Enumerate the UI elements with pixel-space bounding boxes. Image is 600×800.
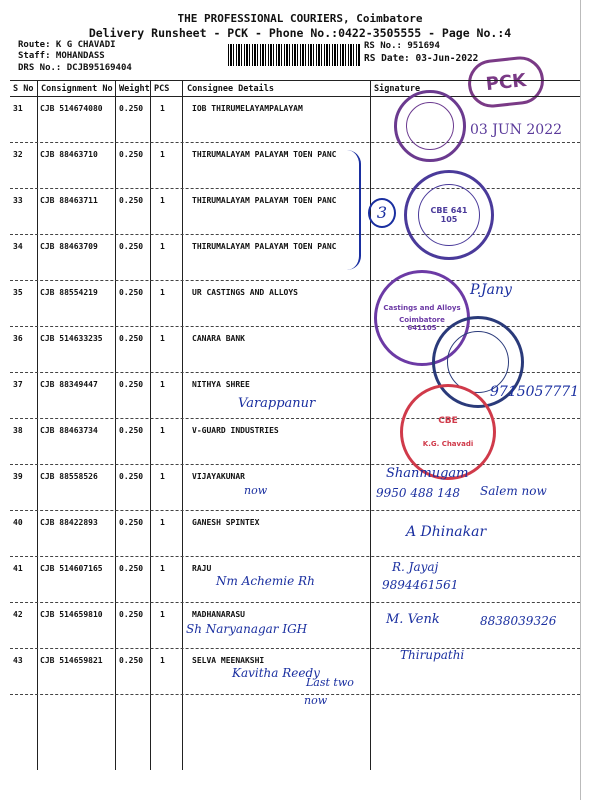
row-pcs: 1: [160, 656, 165, 665]
col-signature: Signature: [374, 84, 421, 94]
row-pcs: 1: [160, 150, 165, 159]
row-consignee: THIRUMALAYAM PALAYAM TOEN PANC: [192, 242, 337, 251]
staff-label: Staff: MOHANDASS: [18, 51, 105, 61]
vguard-stamp-center: CBE: [438, 416, 458, 426]
row42-phone-note: 8838039326: [480, 614, 557, 628]
row-sno: 38: [13, 426, 23, 435]
col-sno: S No: [13, 84, 34, 94]
row-separator: [10, 694, 580, 695]
row-pcs: 1: [160, 334, 165, 343]
brace-mark: [345, 150, 361, 270]
row-consignment: CJB 88463711: [40, 196, 98, 205]
col-divider: [37, 80, 38, 770]
row-sno: 37: [13, 380, 23, 389]
row-consignee: SELVA MEENAKSHI: [192, 656, 265, 665]
col-divider: [150, 80, 151, 770]
col-consignment: Consignment No: [41, 84, 113, 94]
col-divider: [370, 80, 371, 770]
row-consignee: MADHANARASU: [192, 610, 245, 619]
row-sno: 35: [13, 288, 23, 297]
row-pcs: 1: [160, 564, 165, 573]
barcode: [228, 44, 360, 66]
row43-name-note: Kavitha Reedy: [232, 666, 320, 680]
row-sno: 39: [13, 472, 23, 481]
row-weight: 0.250: [119, 196, 144, 205]
row-weight: 0.250: [119, 150, 144, 159]
row43-signature: Thirupathi: [400, 648, 465, 662]
row41-phone-note: 9894461561: [382, 578, 459, 592]
col-weight: Weight: [119, 84, 150, 94]
row-consignment: CJB 88422893: [40, 518, 98, 527]
row39-now-note: now: [244, 484, 268, 497]
row-sno: 31: [13, 104, 23, 113]
row-pcs: 1: [160, 242, 165, 251]
row-sno: 36: [13, 334, 23, 343]
row-sno: 33: [13, 196, 23, 205]
rs-date: RS Date: 03-Jun-2022: [364, 53, 479, 64]
row-consignee: THIRUMALAYAM PALAYAM TOEN PANC: [192, 150, 337, 159]
date-stamp-text: 03 JUN 2022: [470, 122, 563, 138]
header-bottom-line: [10, 96, 580, 97]
row-consignee: UR CASTINGS AND ALLOYS: [192, 288, 298, 297]
col-consignee: Consignee Details: [187, 84, 274, 94]
castings-stamp-top: Castings and Alloys: [383, 304, 461, 312]
row-consignee: IOB THIRUMELAYAMPALAYAM: [192, 104, 303, 113]
row-separator: [10, 556, 580, 557]
row-consignee: CANARA BANK: [192, 334, 245, 343]
row-weight: 0.250: [119, 656, 144, 665]
row-pcs: 1: [160, 380, 165, 389]
row-sno: 32: [13, 150, 23, 159]
row-pcs: 1: [160, 288, 165, 297]
row-weight: 0.250: [119, 564, 144, 573]
row-consignee: RAJU: [192, 564, 212, 573]
row41-place-note: Nm Achemie Rh: [216, 574, 315, 588]
row-sno: 43: [13, 656, 23, 665]
panchayat-stamp: [404, 170, 494, 260]
row-consignment: CJB 514659810: [40, 610, 103, 619]
row42-signature: M. Venk: [386, 612, 440, 627]
row-pcs: 1: [160, 196, 165, 205]
row-pcs: 1: [160, 472, 165, 481]
header-top-line: [10, 80, 580, 81]
row43-now-note: now: [304, 694, 328, 707]
row-weight: 0.250: [119, 288, 144, 297]
row-consignment: CJB 514674080: [40, 104, 103, 113]
runsheet-title: Delivery Runsheet - PCK - Phone No.:0422-3505555 - Page No.:4: [88, 26, 512, 40]
row37-phone-note: 9715057771: [490, 384, 580, 400]
row-weight: 0.250: [119, 472, 144, 481]
row-pcs: 1: [160, 426, 165, 435]
row39-extra-note: Salem now: [480, 484, 547, 498]
row-separator: [10, 648, 580, 649]
row-consignment: CJB 88349447: [40, 380, 98, 389]
row41-name-note: R. Jayaj: [392, 560, 439, 574]
company-title: THE PROFESSIONAL COURIERS, Coimbatore: [177, 12, 423, 25]
row-consignment: CJB 88463734: [40, 426, 98, 435]
row-consignment: CJB 514659821: [40, 656, 103, 665]
row-separator: [10, 510, 580, 511]
row-separator: [10, 234, 580, 235]
row40-signature: A Dhinakar: [406, 524, 487, 540]
row-sno: 42: [13, 610, 23, 619]
row-weight: 0.250: [119, 610, 144, 619]
row-pcs: 1: [160, 104, 165, 113]
row39-phone-note: 9950 488 148: [376, 486, 460, 500]
row-consignee: V-GUARD INDUSTRIES: [192, 426, 279, 435]
row-consignment: CJB 514607165: [40, 564, 103, 573]
row37-name-note: Varappanur: [238, 396, 316, 411]
date-circle-stamp: [394, 90, 466, 162]
col-divider: [182, 80, 183, 770]
row-consignment: CJB 88554219: [40, 288, 98, 297]
row-separator: [10, 142, 580, 143]
row-weight: 0.250: [119, 242, 144, 251]
col-pcs: PCS: [154, 84, 170, 94]
row-separator: [10, 602, 580, 603]
row-consignee: VIJAYAKUNAR: [192, 472, 245, 481]
row-consignee: GANESH SPINTEX: [192, 518, 260, 527]
row39-name-note: Shanmugam: [386, 466, 469, 481]
row-consignment: CJB 88463710: [40, 150, 98, 159]
row43-extra-note: Last two: [306, 676, 354, 689]
castings-stamp-center: Coimbatore 641105: [399, 316, 445, 332]
row-weight: 0.250: [119, 426, 144, 435]
row-consignment: CJB 514633235: [40, 334, 103, 343]
row-weight: 0.250: [119, 334, 144, 343]
row35-signature: P.Jany: [470, 282, 512, 298]
row-weight: 0.250: [119, 380, 144, 389]
count-mark: 3: [368, 198, 396, 228]
row-consignment: CJB 88558526: [40, 472, 98, 481]
row-sno: 41: [13, 564, 23, 573]
row-separator: [10, 188, 580, 189]
pck-stamp: PCK: [466, 54, 547, 110]
page-edge: [580, 0, 581, 800]
route-label: Route: K G CHAVADI: [18, 40, 116, 50]
row-weight: 0.250: [119, 104, 144, 113]
rs-number: RS No.: 951694: [364, 41, 440, 51]
row-sno: 40: [13, 518, 23, 527]
panchayat-stamp-center: CBE 641 105: [430, 206, 468, 224]
row-weight: 0.250: [119, 518, 144, 527]
col-divider: [115, 80, 116, 770]
row-consignment: CJB 88463709: [40, 242, 98, 251]
row-separator: [10, 464, 580, 465]
row-separator: [10, 418, 580, 419]
vguard-stamp-ring: K.G. Chavadi: [422, 440, 474, 448]
row-pcs: 1: [160, 518, 165, 527]
row-consignee: THIRUMALAYAM PALAYAM TOEN PANC: [192, 196, 337, 205]
row-consignee: NITHYA SHREE: [192, 380, 250, 389]
drs-label: DRS No.: DCJB95169404: [18, 63, 132, 73]
row-separator: [10, 280, 580, 281]
row-pcs: 1: [160, 610, 165, 619]
row42-place-note: Sh Naryanagar IGH: [186, 622, 308, 636]
row-sno: 34: [13, 242, 23, 251]
